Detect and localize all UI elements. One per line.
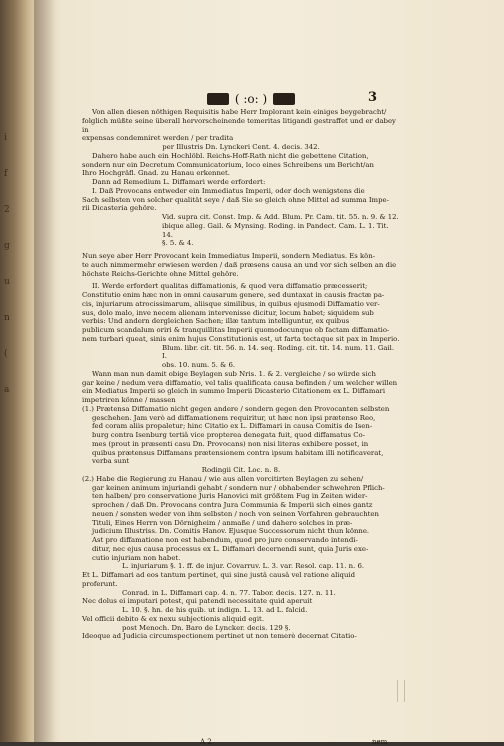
- citation-line: obs. 10. num. 5. & 6.: [162, 361, 236, 369]
- text-line: gar keinen animum injuriandi gehabt / sondern nur / obhabender schwehren Pflich-: [92, 483, 385, 492]
- text-line: ten halben/ pro conservatione Juris Hanovici mit größtem Fug in Zeiten wider-: [92, 492, 368, 501]
- citation-line: per Illustris Dn. Lynckeri Cent. 4. decis. 342.: [162, 143, 320, 151]
- text-line: impetriren könne / massen: [82, 396, 176, 404]
- text-line: verba sunt: [92, 457, 130, 466]
- margin-mark: g: [4, 241, 10, 251]
- text-line: nem turbari queat, sinis enim hujus Constitutionis est, ut farta tectaque sit pax in Imperio.: [82, 334, 400, 343]
- text-line: Von allen diesen nöthigen Requisitis habe Herr Implorant kein einiges beygebracht/: [92, 108, 387, 116]
- text-line: geschehen. Jam verò ad diffamationem requiritur, ut hæc non ipsi prætenso Reo,: [92, 413, 376, 422]
- text-line: fed coram aliis propaletur; hinc Citatio ex L. Diffamari in causa Comitis de Isen-: [92, 422, 373, 431]
- body-text: [82, 108, 400, 641]
- text-line: Ast pro diffamatione non est habendum, quod pro jure conservando intendi-: [92, 536, 358, 544]
- left-page-margin-fragments: [4, 120, 18, 408]
- text-line: judicium Illustriss. Dn. Comitis Hanov. Ejusque Successorum nicht thun könne.: [92, 527, 370, 536]
- margin-mark: n: [4, 313, 10, 323]
- text-line: Constitutio enim hæc non in omni causarum genere, sed duntaxat in causis fractæ pa-: [82, 291, 385, 299]
- citation-line: Blum. libr. cit. tit. 56. n. 14. seq. Roding. cit. tit. 14. num. 11. Gail. I.: [162, 343, 395, 361]
- signature-mark: A 2: [200, 738, 212, 746]
- text-line: burg contra Isenburg tertiâ vice propterea denegata fuit, quod diffamatus Co-: [92, 431, 365, 439]
- text-line: Tituli, Eines Herrn von Dörnigheim / anmaße / und dahero solches in præ-: [92, 518, 353, 527]
- text-line: höchste Reichs-Gerichte ohne Mittel gehöre.: [82, 269, 239, 278]
- text-line: proferunt.: [82, 579, 118, 588]
- text-line: (1.) Prætensa Diffamatio nicht gegen andere / sondern gegen den Provocanten selbsten: [82, 404, 390, 413]
- citation-line: L. 10. §. hn. de his quib. ut indign. L. 13. ad L. falcid.: [122, 606, 308, 614]
- text-line: rii Dicasteria gehöre.: [82, 204, 157, 213]
- ornament-center: ( :o: ): [234, 92, 268, 106]
- margin-mark: a: [4, 385, 10, 395]
- text-line: Dann ad Remedium L. Diffamari werde erfordert:: [92, 178, 266, 186]
- text-line: Wann man nun damit obige Beylagen sub Nris. 1. & 2. vergleiche / so würde sich: [92, 369, 376, 378]
- text-line: te auch nimmermehr erwiesen werden / daß præsens causa an und vor sich selben an die: [82, 260, 397, 269]
- text-line: verbis: Und andern dergleichen Sachen; illæ tantum intelliguntur, ex quibus: [82, 317, 350, 326]
- text-line: sprochen / daß Dn. Provocans contra Jura Communia & Imperii sich eines gantz: [92, 501, 373, 509]
- citation-line: Rodingii Cit. Loc. n. 8.: [201, 466, 281, 474]
- citation-line: L. injuriarum §. 1. ff. de injur. Covarruv. L. 3. var. Resol. cap. 11. n. 6.: [122, 562, 365, 571]
- ornament-block-right: [273, 93, 295, 105]
- text-line: expensas condemniret werden / per tradita: [82, 134, 234, 143]
- margin-mark: i: [4, 133, 7, 143]
- gutter-shadow: [34, 0, 56, 742]
- text-line: Et L. Diffamari ad eos tantum pertinet, qui sine justâ causâ vel ratione aliquid: [82, 571, 356, 579]
- text-line: sondern nur ein Decretum Communicatorium, loco eines Schreibens um Bericht/an: [82, 160, 374, 169]
- page-number: 3: [368, 90, 378, 105]
- text-line: publicum scandalum oriri & tranquillitas Imperii quomodocunque ob factam diffamatio-: [82, 326, 390, 334]
- text-line: Nun seye aber Herr Provocant kein Immediatus Imperii, sondern Mediatus. Es kön-: [82, 252, 376, 260]
- header-ornament: [176, 90, 326, 108]
- text-line: ein Mediatus Imperii so gleich in summo Imperii Dicasterio Citationem ex L. Diffamari: [82, 387, 386, 396]
- text-line: Vel officii debito & ex nexu subjectionis aliquid egit.: [82, 614, 265, 623]
- citation-line: ibique alleg. Gail. & Mynsing. Roding. in Pandect. Cam. L. 1. Tit. 14.: [162, 221, 389, 239]
- margin-mark: 2: [4, 205, 10, 215]
- margin-mark: (: [4, 349, 8, 359]
- text-line: folglich müßte seine überall hervorscheinende temeritas litigandi gestraffet und er dabey in: [82, 116, 396, 134]
- citation-line: §. 5. & 4.: [162, 239, 194, 248]
- text-line: cis, injuriarum atrocissimarum, aliisque similibus, in quibus ejusmodi Diffamatio ver-: [82, 299, 380, 308]
- citation-line: Vid. supra cit. Const. Imp. & Add. Blum. Pr. Cam. tit. 55. n. 9. & 12.: [162, 213, 399, 221]
- text-line: sus, dolo malo, inve necem alienam intervenisse dicitur, locum habet; siquidem sub: [82, 308, 374, 317]
- margin-mark: f: [4, 169, 8, 179]
- text-line: Sach selbsten von solcher qualität seye / daß Sie so gleich ohne Mittel ad summa Impe-: [82, 195, 389, 204]
- text-line: Ideoque ad Judicia circumspectionem pertinet ut non temerè decernat Citatio-: [82, 632, 357, 641]
- text-line: Nec dolus ei imputari potest, qui patendi necessitate quid aperuit: [82, 597, 313, 606]
- text-line: gar keine / nedum vera diffamatio, vel talis qualificata causa befinden / um welcher willen: [82, 378, 398, 387]
- text-line: Dahero habe auch ein Hochlöbl. Reichs-Hoff-Rath nicht die gebettene Citation,: [92, 151, 369, 160]
- citation-line: post Menoch. Dn. Baro de Lyncker. decis. 129 §.: [122, 623, 291, 632]
- text-line: mes (prout in præsenti casu Dn. Provocans) non nisi literas exhibere posset, in: [92, 439, 369, 448]
- catchword: nem: [372, 738, 388, 746]
- text-line: I. Daß Provocans entweder ein Immediatus Imperii, oder doch wenigstens die: [92, 186, 365, 195]
- margin-mark: u: [4, 277, 10, 287]
- text-line: ditur, nec ejus causa processus ex L. Diffamari decernendi sunt, quia Juris exe-: [92, 544, 369, 553]
- text-line: neuen / sonsten weder von ihm selbsten / noch von seinen Vorfahren gebrauchten: [92, 509, 379, 518]
- citation-line: Conrad. in L. Diffamari cap. 4. n. 77. Tabor. decis. 127. n. 11.: [122, 588, 336, 597]
- ornament-block-left: [207, 93, 229, 105]
- paper-fold-mark: [397, 680, 405, 702]
- text-line: cutio injuriam non habet.: [92, 553, 181, 562]
- text-line: II. Werde erfordert qualitas diffamationis, & quod vera diffamatio præcesserit;: [92, 282, 368, 291]
- text-line: (2.) Habe die Regierung zu Hanau / wie aus allen vorcitirten Beylagen zu sehen/: [82, 474, 364, 483]
- text-line: quibus prætensus Diffamans prætensionem contra ipsum habitam illi notificaverat,: [92, 448, 384, 457]
- text-line: Ihro Hochgräfl. Gnad. zu Hanau erkennet.: [82, 169, 230, 178]
